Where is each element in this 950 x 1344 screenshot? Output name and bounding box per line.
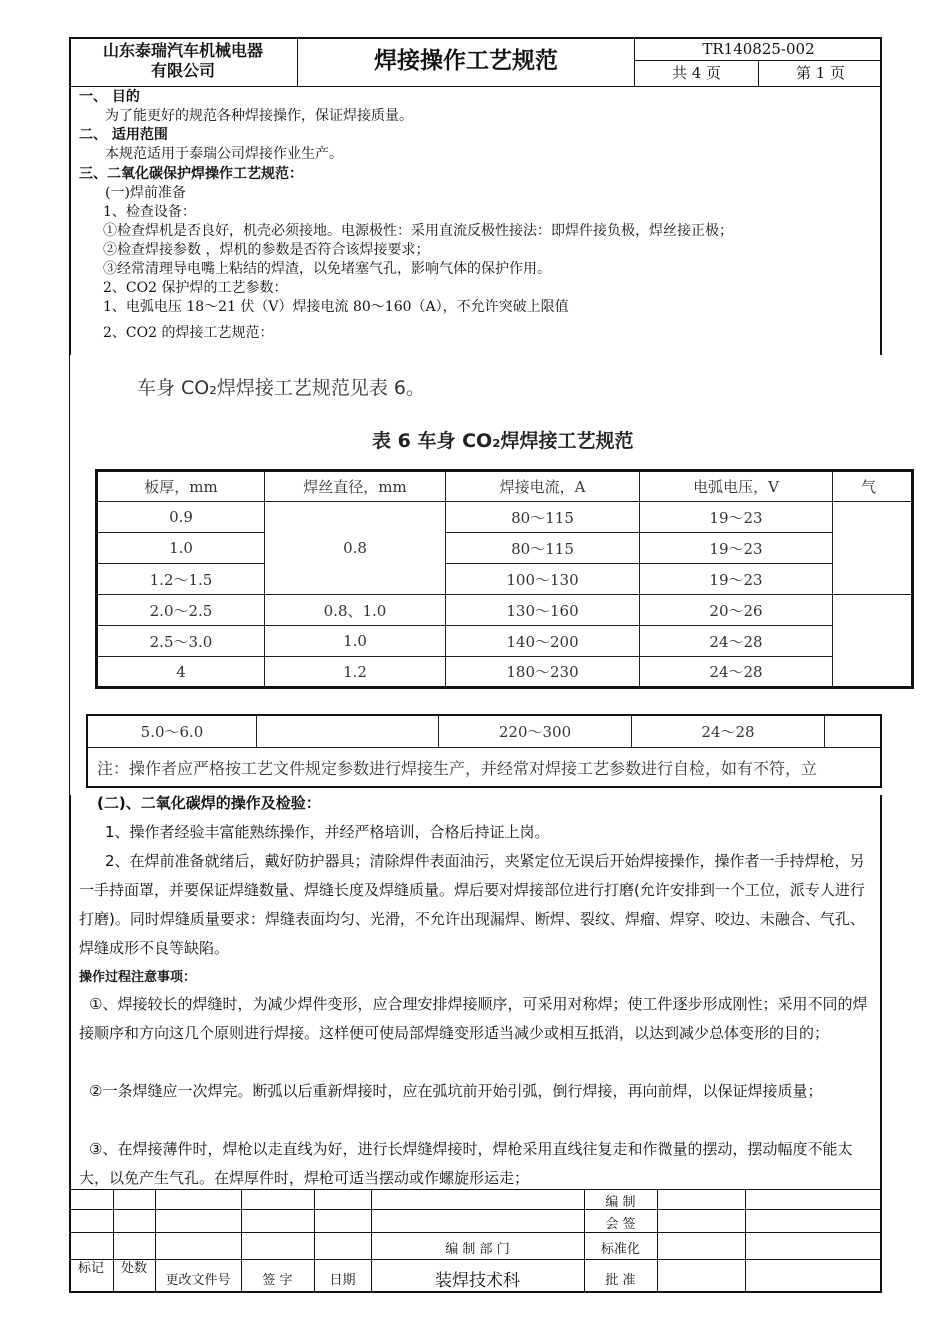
col-header: 电弧电压，V bbox=[640, 471, 833, 502]
document-title: 焊接操作工艺规范 bbox=[298, 37, 635, 86]
sign-label: 签 字 bbox=[262, 1273, 293, 1288]
footer-line bbox=[113, 1189, 114, 1293]
table-cell: 1.0 bbox=[97, 533, 265, 564]
check-item-1: ①检查焊机是否良好，机壳必须接地。电源极性：采用直流反极性接法：即焊件接负极，焊丝接正极； bbox=[103, 223, 733, 239]
welding-spec-table bbox=[95, 469, 914, 689]
note-item-1: ①、焊接较长的焊缝时，为减少焊件变形，应合理安排焊接顺序，可采用对称焊；使工件逐步形成刚性；采用不同的焊接顺序和方向这几个原则进行焊接。这样便可使局部焊缝变形适当减少或相互抵消，以达到减少总体变形的目的； bbox=[79, 995, 868, 1042]
check-item-2: ②检查焊接参数 ，焊机的参数是否符合该焊接要求； bbox=[103, 242, 430, 258]
section3-subtitle: (一)焊前准备 bbox=[105, 185, 186, 201]
col-header: 板厚，mm bbox=[97, 471, 265, 502]
footer-line bbox=[69, 1232, 882, 1233]
notes-title: 操作过程注意事项： bbox=[79, 970, 197, 985]
table-cell: 140～200 bbox=[446, 626, 640, 657]
compile-label: 编 制 bbox=[605, 1195, 636, 1210]
company-name-line2: 有限公司 bbox=[150, 61, 215, 80]
table-cell: 24～28 bbox=[640, 626, 833, 657]
co2-params-title: 2、CO2 保护焊的工艺参数： bbox=[103, 280, 288, 296]
operation-paragraph-2: 2、在焊前准备就绪后，戴好防护器具；清除焊件表面油污，夹紧定位无误后开始焊接操作，操作者一手持焊枪，另一手持面罩，并要保证焊缝数量、焊缝长度及焊缝质量。焊后要对焊接部位进行打磨(允许安排到一个工位，派专人进行打磨)。同时焊缝质量要求：焊缝表面均匀、光滑，不允许出现漏焊、断焊、裂纹、焊瘤、焊穿、咬边、未融合、气孔、焊缝成形不良等缺陷。 bbox=[79, 852, 865, 957]
figure-caption: 车身 CO₂焊焊接工艺规范见表 6。 bbox=[137, 377, 426, 399]
document-header bbox=[69, 37, 882, 86]
table-cell: 20～26 bbox=[640, 595, 833, 626]
table-cell: 24～28 bbox=[632, 715, 825, 747]
check-item-3: ③经常清理导电嘴上粘结的焊渣，以免堵塞气孔，影响气体的保护作用。 bbox=[103, 261, 551, 277]
table-cell: 0.8 bbox=[265, 502, 446, 595]
col-header: 气 bbox=[833, 471, 913, 502]
section3-title: 三、二氧化碳保护焊操作工艺规范： bbox=[79, 166, 303, 182]
table-cell: 0.8、1.0 bbox=[265, 595, 446, 626]
footer-line bbox=[69, 1259, 882, 1260]
table-cell: 24～28 bbox=[640, 657, 833, 688]
date-label: 日期 bbox=[329, 1273, 356, 1288]
total-pages: 共 4 页 bbox=[635, 61, 759, 86]
table-cell: 1.2 bbox=[265, 657, 446, 688]
table-cell: 80～115 bbox=[446, 502, 640, 533]
standardize-label: 标准化 bbox=[600, 1242, 640, 1257]
table-cell: 5.0～6.0 bbox=[87, 715, 257, 747]
col-header: 焊丝直径，mm bbox=[265, 471, 446, 502]
header-divider bbox=[69, 86, 882, 87]
page-number: 第 1 页 bbox=[795, 64, 846, 82]
table-cell: 1.2～1.5 bbox=[97, 564, 265, 595]
table-cell: 100～130 bbox=[446, 564, 640, 595]
table-cell: 130～160 bbox=[446, 595, 640, 626]
approve-label: 批 准 bbox=[605, 1273, 636, 1288]
table-cell: 19～23 bbox=[640, 564, 833, 595]
table-cell bbox=[833, 595, 913, 688]
footer-line bbox=[69, 1189, 882, 1190]
table-cell bbox=[257, 715, 439, 747]
document-number: TR140825-002 bbox=[635, 37, 882, 61]
co2-params-1: 1、电弧电压 18～21 伏（V）焊接电流 80～160（A），不允许突破上限值 bbox=[103, 299, 569, 315]
col-header: 焊接电流，A bbox=[446, 471, 640, 502]
section-operation-title: (二)、二氧化碳焊的操作及检验： bbox=[97, 794, 321, 812]
change-doc-label: 更改文件号 bbox=[165, 1273, 231, 1288]
table-cell bbox=[825, 715, 882, 747]
table-cell: 2.5～3.0 bbox=[97, 626, 265, 657]
mark-label: 标记 bbox=[77, 1261, 104, 1276]
co2-params-2: 2、CO2 的焊接工艺规范： bbox=[103, 325, 274, 341]
countersign-label: 会 签 bbox=[605, 1217, 636, 1232]
footer-line bbox=[69, 1209, 657, 1210]
dept-value: 装焊技术科 bbox=[435, 1271, 520, 1291]
table-title: 表 6 车身 CO₂焊焊接工艺规范 bbox=[372, 430, 634, 452]
table-cell: 80～115 bbox=[446, 533, 640, 564]
dept-label: 编 制 部 门 bbox=[445, 1242, 510, 1257]
section2-text: 本规范适用于泰瑞公司焊接作业生产。 bbox=[105, 146, 343, 162]
table-cell: 2.0～2.5 bbox=[97, 595, 265, 626]
table-cell: 19～23 bbox=[640, 533, 833, 564]
table-cell bbox=[833, 502, 913, 595]
table-cell: 4 bbox=[97, 657, 265, 688]
revision-footer bbox=[69, 1189, 882, 1293]
section1-title: 一、 目的 bbox=[79, 89, 140, 105]
note-item-2: ②一条焊缝应一次焊完。断弧以后重新焊接时，应在弧坑前开始引弧，倒行焊接，再向前焊，以保证焊接质量； bbox=[89, 1082, 823, 1100]
table-cell: 1.0 bbox=[265, 626, 446, 657]
table-cell: 220～300 bbox=[439, 715, 632, 747]
check-equipment: 1、检查设备： bbox=[103, 204, 196, 220]
section2-title: 二、 适用范围 bbox=[79, 127, 168, 143]
table-cell: 0.9 bbox=[97, 502, 265, 533]
table-cell: 19～23 bbox=[640, 502, 833, 533]
footer-line bbox=[745, 1189, 746, 1293]
company-name-line1: 山东泰瑞汽车机械电器 bbox=[102, 41, 263, 60]
count-label: 处数 bbox=[120, 1261, 147, 1276]
note-item-3: ③、在焊接薄件时，焊枪以走直线为好，进行长焊缝焊接时，焊枪采用直线往复走和作微量的摆动，摆动幅度不能太大，以免产生气孔。在焊厚件时，焊枪可适当摆动或作螺旋形运走； bbox=[79, 1140, 853, 1187]
table-note: 注：操作者应严格按工艺文件规定参数进行焊接生产，并经常对焊接工艺参数进行自检，如有不符，立 bbox=[97, 759, 818, 778]
operation-paragraph-1: 1、操作者经验丰富能熟练操作，并经严格培训，合格后持证上岗。 bbox=[105, 823, 550, 841]
footer-line bbox=[657, 1189, 658, 1293]
section1-text: 为了能更好的规范各种焊接操作，保证焊接质量。 bbox=[105, 108, 413, 124]
table-cell: 180～230 bbox=[446, 657, 640, 688]
company-name bbox=[69, 37, 298, 86]
